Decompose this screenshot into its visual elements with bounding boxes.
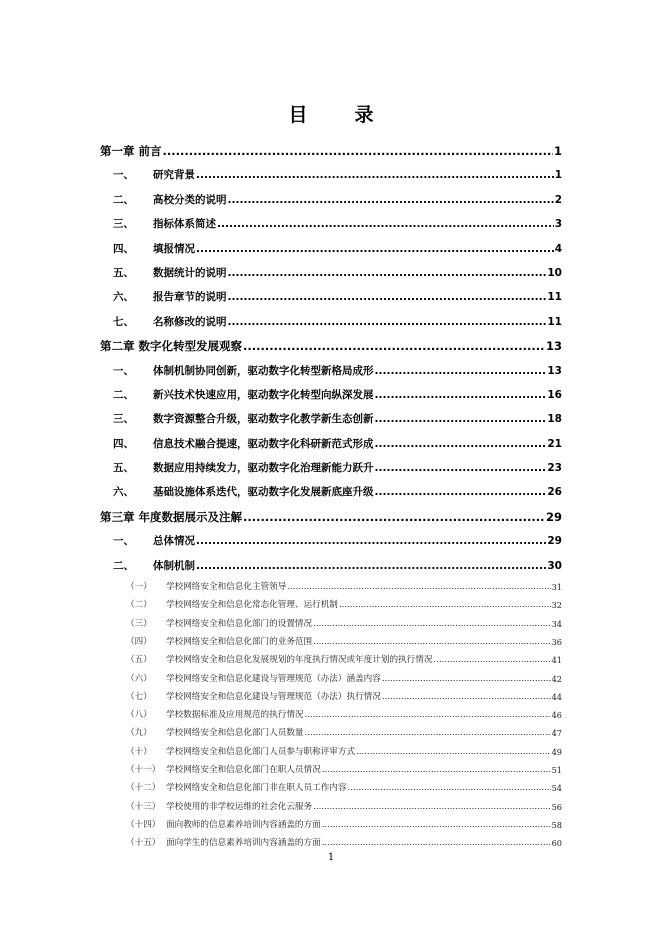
toc-entry-label — [100, 139, 162, 163]
toc-dot-leader — [375, 480, 547, 504]
toc-entry-number: （十五） — [126, 838, 161, 849]
toc-dot-leader — [433, 651, 550, 669]
toc-entry-number: 四、 — [113, 437, 134, 450]
toc-entry-number: （五） — [126, 655, 152, 666]
toc-entry-number: （三） — [126, 618, 152, 629]
toc-entry-label — [113, 456, 374, 480]
toc-entry-number: （四） — [126, 636, 152, 647]
toc-entry-number: （十三） — [126, 801, 161, 812]
toc-entry-label — [126, 798, 312, 816]
toc-section-entry[interactable] — [100, 163, 562, 187]
toc-chapter-entry[interactable] — [100, 139, 562, 163]
toc-dot-leader — [243, 505, 545, 529]
toc-list — [100, 139, 562, 852]
toc-entry-number: 七、 — [113, 315, 134, 328]
toc-subsection-entry[interactable] — [100, 761, 562, 779]
toc-dot-leader — [382, 688, 551, 706]
toc-section-entry[interactable] — [100, 188, 562, 212]
toc-page-number: 58 — [551, 819, 562, 830]
toc-entry-text: 数据统计的说明 — [153, 266, 227, 279]
toc-dot-leader — [196, 529, 546, 553]
toc-dot-leader — [305, 706, 551, 724]
toc-entry-number: （十） — [126, 746, 152, 757]
toc-page-number: 13 — [545, 339, 562, 354]
toc-page-number: 18 — [547, 413, 562, 426]
toc-dot-leader — [196, 554, 546, 578]
toc-entry-text: 学校网络安全和信息化部门在职人员情况 — [166, 765, 321, 775]
toc-dot-leader — [322, 834, 551, 852]
toc-section-entry[interactable] — [100, 261, 562, 285]
toc-page-number: 29 — [547, 535, 562, 548]
toc-section-entry[interactable] — [100, 237, 562, 261]
toc-dot-leader — [313, 798, 550, 816]
toc-dot-leader — [339, 596, 551, 614]
toc-entry-text: 总体情况 — [153, 535, 195, 548]
toc-dot-leader — [322, 761, 551, 779]
toc-entry-text: 报告章节的说明 — [153, 291, 227, 304]
toc-dot-leader — [375, 407, 547, 431]
toc-entry-label — [113, 237, 195, 261]
toc-entry-label — [126, 834, 321, 852]
toc-entry-text: 学校网络安全和信息化部门非在职人员工作内容 — [166, 783, 347, 794]
toc-entry-number: 一、 — [113, 535, 134, 548]
toc-page-number: 3 — [554, 218, 562, 231]
toc-entry-number: （六） — [126, 673, 152, 684]
toc-entry-label — [113, 359, 374, 383]
toc-page-number: 23 — [547, 462, 562, 475]
toc-dot-leader — [375, 359, 547, 383]
toc-entry-label — [113, 285, 227, 309]
toc-page-number: 11 — [547, 291, 562, 304]
toc-entry-number: （十四） — [126, 819, 161, 830]
toc-dot-leader — [196, 163, 554, 187]
toc-page-number: 21 — [547, 437, 562, 450]
toc-page-number: 51 — [551, 765, 562, 775]
toc-page-number: 60 — [551, 838, 562, 849]
toc-section-entry[interactable] — [100, 456, 562, 480]
toc-entry-text: 面向学生的信息素养培训内容涵盖的方面 — [166, 838, 321, 849]
toc-entry-label — [126, 779, 346, 797]
toc-entry-number: 二、 — [113, 559, 134, 572]
toc-dot-leader — [228, 310, 547, 334]
toc-entry-label — [113, 529, 195, 553]
toc-dot-leader — [375, 432, 547, 456]
toc-entry-label — [113, 310, 227, 334]
toc-entry-text: 数字资源整合升级，驱动数字化教学新生态创新 — [153, 413, 374, 426]
toc-entry-label — [126, 743, 355, 761]
toc-page-number: 36 — [551, 636, 562, 647]
toc-entry-number: 五、 — [113, 462, 134, 475]
toc-dot-leader — [347, 779, 550, 797]
toc-page-number: 41 — [551, 655, 562, 666]
toc-entry-text: 第二章 数字化转型发展观察 — [100, 339, 243, 354]
toc-entry-text: 学校网络安全和信息化常态化管理、运行机制 — [166, 600, 338, 611]
toc-entry-number: 三、 — [113, 218, 134, 231]
toc-subsection-entry[interactable] — [100, 578, 562, 596]
toc-section-entry[interactable] — [100, 529, 562, 553]
toc-entry-label — [126, 578, 286, 596]
toc-dot-leader — [243, 334, 545, 358]
toc-entry-text: 学校网络安全和信息化部门人员数量 — [166, 728, 304, 739]
toc-entry-text: 学校网络安全和信息化建设与管理规范（办法）执行情况 — [166, 691, 381, 702]
toc-entry-text: 指标体系简述 — [153, 218, 216, 231]
toc-section-entry[interactable] — [100, 480, 562, 504]
toc-entry-number: （八） — [126, 710, 152, 721]
toc-entry-text: 数据应用持续发力，驱动数字化治理新能力跃升 — [153, 462, 374, 475]
toc-entry-text: 信息技术融合提速，驱动数字化科研新范式形成 — [153, 437, 374, 450]
toc-entry-label — [126, 688, 381, 706]
toc-page-number: 1 — [554, 169, 562, 182]
toc-page-number: 29 — [545, 509, 562, 524]
toc-entry-label — [126, 706, 304, 724]
toc-entry-text: 填报情况 — [153, 242, 195, 255]
toc-entry-number: （一） — [126, 582, 152, 593]
toc-entry-text: 学校网络安全和信息化建设与管理规范（办法）涵盖内容 — [166, 673, 381, 684]
toc-page-number: 56 — [551, 801, 562, 812]
toc-entry-number: 二、 — [113, 193, 134, 206]
toc-entry-text: 学校网络安全和信息化主管领导 — [166, 582, 287, 593]
toc-dot-leader — [356, 743, 551, 761]
toc-dot-leader — [313, 633, 550, 651]
toc-section-entry[interactable] — [100, 359, 562, 383]
toc-subsection-entry[interactable] — [100, 816, 562, 834]
toc-entry-text: 面向教师的信息素养培训内容涵盖的方面 — [166, 819, 321, 830]
toc-subsection-entry[interactable] — [100, 779, 562, 797]
toc-entry-number: （九） — [126, 728, 152, 739]
toc-entry-number: （二） — [126, 600, 152, 611]
toc-entry-number: 六、 — [113, 291, 134, 304]
toc-entry-label — [113, 480, 374, 504]
toc-dot-leader — [305, 724, 551, 742]
toc-section-entry[interactable] — [100, 212, 562, 236]
toc-entry-number: 二、 — [113, 388, 134, 401]
toc-entry-text: 体制机制协同创新，驱动数字化转型新格局成形 — [153, 364, 374, 377]
toc-entry-label — [100, 334, 242, 358]
toc-subsection-entry[interactable] — [100, 724, 562, 742]
toc-entry-label — [100, 505, 242, 529]
toc-dot-leader — [228, 285, 547, 309]
toc-entry-text: 学校网络安全和信息化发展规划的年度执行情况或年度计划的执行情况 — [166, 655, 433, 666]
toc-page-number: 42 — [551, 673, 562, 684]
toc-page-number: 32 — [551, 600, 562, 611]
toc-section-entry[interactable] — [100, 554, 562, 578]
toc-entry-text: 学校使用的非学校运维的社会化云服务 — [166, 801, 313, 812]
toc-entry-number: 一、 — [113, 364, 134, 377]
toc-entry-text: 第三章 年度数据展示及注解 — [100, 509, 243, 524]
toc-entry-label — [126, 816, 321, 834]
toc-entry-number: 一、 — [113, 169, 134, 182]
toc-entry-text: 高校分类的说明 — [153, 193, 227, 206]
toc-subsection-entry[interactable] — [100, 834, 562, 852]
toc-page-number: 16 — [547, 388, 562, 401]
toc-page-number: 46 — [551, 710, 562, 721]
toc-page-number: 47 — [551, 728, 562, 739]
toc-entry-text: 学校网络安全和信息化部门的设置情况 — [166, 618, 313, 629]
toc-section-entry[interactable] — [100, 407, 562, 431]
toc-entry-text: 新兴技术快速应用，驱动数字化转型向纵深发展 — [153, 388, 374, 401]
toc-entry-label — [113, 383, 374, 407]
toc-page-number: 44 — [551, 691, 562, 702]
toc-entry-text: 第一章 前言 — [100, 143, 162, 158]
toc-dot-leader — [163, 139, 553, 163]
toc-dot-leader — [287, 578, 550, 596]
footer-page-number: 1 — [327, 852, 335, 863]
toc-entry-label — [126, 724, 304, 742]
toc-page-number: 26 — [547, 486, 562, 499]
toc-page-number: 34 — [551, 618, 562, 629]
toc-entry-label — [126, 633, 312, 651]
toc-entry-text: 基础设施体系迭代，驱动数字化发展新底座升级 — [153, 486, 374, 499]
toc-entry-label — [113, 261, 227, 285]
toc-entry-text: 名称修改的说明 — [153, 315, 227, 328]
toc-section-entry[interactable] — [100, 285, 562, 309]
toc-entry-text: 学校数据标准及应用规范的执行情况 — [166, 710, 304, 721]
toc-entry-text: 研究背景 — [153, 169, 195, 182]
toc-page-number: 4 — [554, 242, 562, 255]
toc-dot-leader — [217, 212, 554, 236]
toc-page-number: 10 — [547, 266, 562, 279]
toc-dot-leader — [313, 615, 550, 633]
toc-subsection-entry[interactable] — [100, 633, 562, 651]
toc-section-entry[interactable] — [100, 383, 562, 407]
toc-entry-number: （十一） — [126, 765, 161, 775]
toc-dot-leader — [322, 816, 551, 834]
toc-dot-leader — [375, 383, 547, 407]
toc-dot-leader — [228, 261, 547, 285]
toc-section-entry[interactable] — [100, 310, 562, 334]
toc-subsection-entry[interactable] — [100, 670, 562, 688]
toc-page-number: 31 — [551, 582, 562, 593]
toc-page-number: 11 — [547, 315, 562, 328]
toc-entry-label — [126, 670, 381, 688]
toc-entry-number: （十二） — [126, 783, 161, 794]
toc-page-number: 13 — [547, 364, 562, 377]
toc-entry-label — [113, 554, 195, 578]
toc-entry-text: 学校网络安全和信息化部门的业务范围 — [166, 636, 313, 647]
toc-subsection-entry[interactable] — [100, 615, 562, 633]
toc-dot-leader — [382, 670, 551, 688]
toc-entry-label — [113, 432, 374, 456]
toc-subsection-entry[interactable] — [100, 706, 562, 724]
toc-entry-label — [126, 615, 312, 633]
toc-entry-text: 体制机制 — [153, 559, 195, 572]
toc-chapter-entry[interactable] — [100, 334, 562, 358]
toc-page-number: 30 — [547, 559, 562, 572]
toc-subsection-entry[interactable] — [100, 651, 562, 669]
toc-entry-number: 五、 — [113, 266, 134, 279]
toc-entry-number: 四、 — [113, 242, 134, 255]
toc-entry-label — [113, 188, 227, 212]
toc-page-number: 1 — [553, 143, 562, 158]
toc-page-number: 49 — [551, 746, 562, 757]
toc-subsection-entry[interactable] — [100, 688, 562, 706]
toc-page-number: 54 — [551, 783, 562, 794]
toc-entry-label — [113, 212, 216, 236]
toc-dot-leader — [228, 188, 554, 212]
toc-section-entry[interactable] — [100, 432, 562, 456]
toc-entry-label — [113, 407, 374, 431]
toc-title: 目 录 — [288, 104, 388, 126]
toc-entry-label — [126, 761, 321, 779]
toc-entry-label — [126, 651, 432, 669]
toc-entry-text: 学校网络安全和信息化部门人员参与职称评审方式 — [166, 746, 356, 757]
toc-subsection-entry[interactable] — [100, 743, 562, 761]
toc-chapter-entry[interactable] — [100, 505, 562, 529]
toc-page-number: 2 — [554, 193, 562, 206]
toc-entry-label — [126, 596, 338, 614]
toc-entry-number: 三、 — [113, 413, 134, 426]
toc-entry-number: （七） — [126, 691, 152, 702]
toc-dot-leader — [196, 237, 554, 261]
toc-entry-label — [113, 163, 195, 187]
toc-dot-leader — [375, 456, 547, 480]
toc-subsection-entry[interactable] — [100, 798, 562, 816]
toc-entry-number: 六、 — [113, 486, 134, 499]
toc-subsection-entry[interactable] — [100, 596, 562, 614]
